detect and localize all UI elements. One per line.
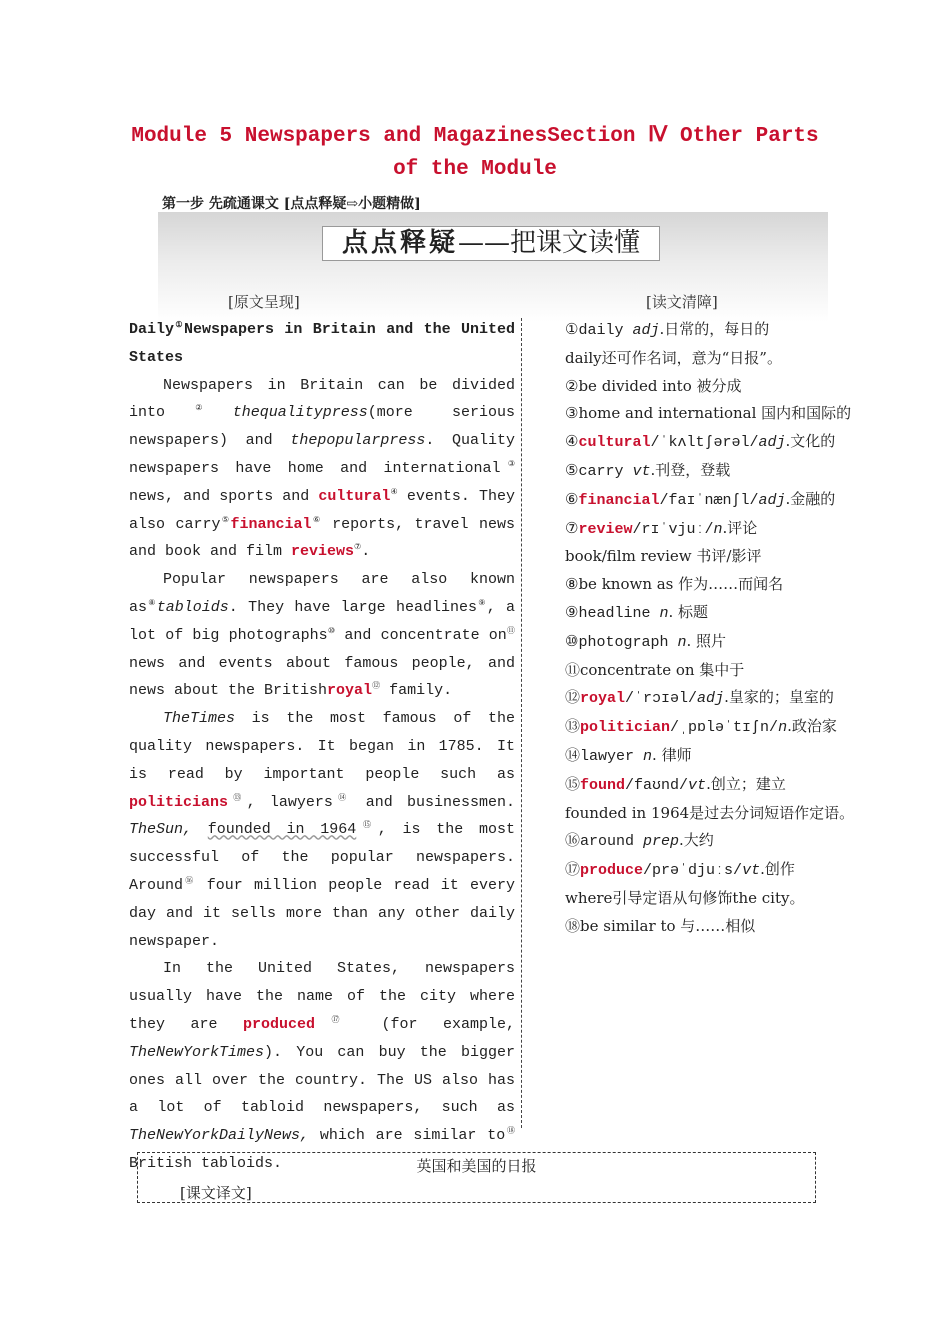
note-3: ③home and international 国内和国际的 <box>565 404 852 423</box>
page-title: Module 5 Newspapers and MagazinesSection Ⅳ Other Parts of the Module <box>131 125 819 181</box>
note-17: ⑰produce/prəˈdjuːs/vt.创作 <box>565 860 795 880</box>
note-10: ⑩photograph n. 照片 <box>565 631 727 651</box>
note-5: ⑤carry vt.刊登，登载 <box>565 460 731 480</box>
note-1-extra: daily还可作名词，意为“日报”。 <box>565 348 782 367</box>
note-9: ⑨headline n. 标题 <box>565 602 709 622</box>
article-heading: Daily①Newspapers in Britain and the United States <box>129 321 516 366</box>
banner-bold: 点点释疑 <box>341 228 458 258</box>
column-divider <box>521 318 522 1128</box>
note-2: ②be divided into 被分成 <box>565 376 742 395</box>
original-text <box>129 316 515 1178</box>
note-15-extra: founded in 1964是过去分词短语作定语。 <box>565 803 855 822</box>
note-12: ⑫royal/ˈrɔɪəl/adj.皇家的；皇室的 <box>565 688 834 708</box>
original-text-header: [原文呈现] <box>228 293 300 311</box>
note-7-extra: book/film review 书评/影评 <box>565 547 762 566</box>
translation-box <box>137 1152 816 1203</box>
step-heading: 第一步 先疏通课文 [点点释疑⇨小题精做] <box>162 196 421 212</box>
vocabulary-notes <box>533 316 870 941</box>
paragraph-3: TheTimes is the most famous of the quality newspapers. It began in 1785. It is read by important people such as politicians⑬, lawyers⑭ and businessmen. TheSun, founded in 1964⑮, is the most successful of the popular newspapers. Around⑯ four million people read it every day and it sells more than any other daily newspaper. <box>129 710 516 950</box>
notes-header: [读文清障] <box>646 293 718 311</box>
banner-label <box>322 226 660 261</box>
note-14: ⑭lawyer n. 律师 <box>565 745 692 765</box>
note-16: ⑯around prep.大约 <box>565 831 714 851</box>
note-6: ⑥financial/faɪˈnænʃl/adj.金融的 <box>565 489 836 509</box>
note-1: ①daily adj.日常的，每日的 <box>565 320 770 339</box>
note-7: ⑦review/rɪˈvjuː/n.评论 <box>565 518 758 538</box>
note-4: ④cultural/ˈkʌltʃərəl/adj.文化的 <box>565 432 836 452</box>
paragraph-2: Popular newspapers are also known as⑧tabloids. They have large headlines⑨, a lot of big photographs⑩ and concentrate on⑪ news and events about famous people, and news about the Britishroyal⑫ family. <box>129 571 516 700</box>
note-15: ⑮found/faʊnd/vt.创立；建立 <box>565 774 786 794</box>
note-11: ⑪concentrate on 集中于 <box>565 660 745 679</box>
translation-label: [课文译文] <box>180 1184 252 1202</box>
paragraph-4: In the United States, newspapers usually have the name of the city where they are produced⑰ (for example, TheNewYorkTimes). You can buy the bigger ones all over the country. The US also has a lot of tabloid newspapers, such as TheNewYorkDailyNews, which are similar to⑱ British tabloids. <box>129 960 516 1172</box>
banner-rest: ——把课文读懂 <box>458 228 641 258</box>
note-17-extra: where引导定语从句修饰the city。 <box>565 888 805 907</box>
note-13: ⑬politician/ˌpɒləˈtɪʃn/n.政治家 <box>565 717 837 737</box>
note-18: ⑱be similar to 与……相似 <box>565 916 756 935</box>
translation-title: 英国和美国的日报 <box>416 1157 537 1175</box>
paragraph-1: Newspapers in Britain can be divided into②thequalitypress(more serious newspapers) and thepopularpress. Quality newspapers have home and international③ news, and sports and cultural④ events. They also carry⑤financial⑥ reports, travel news and book and film reviews⑦. <box>129 376 516 561</box>
note-8: ⑧be known as 作为……而闻名 <box>565 575 784 594</box>
